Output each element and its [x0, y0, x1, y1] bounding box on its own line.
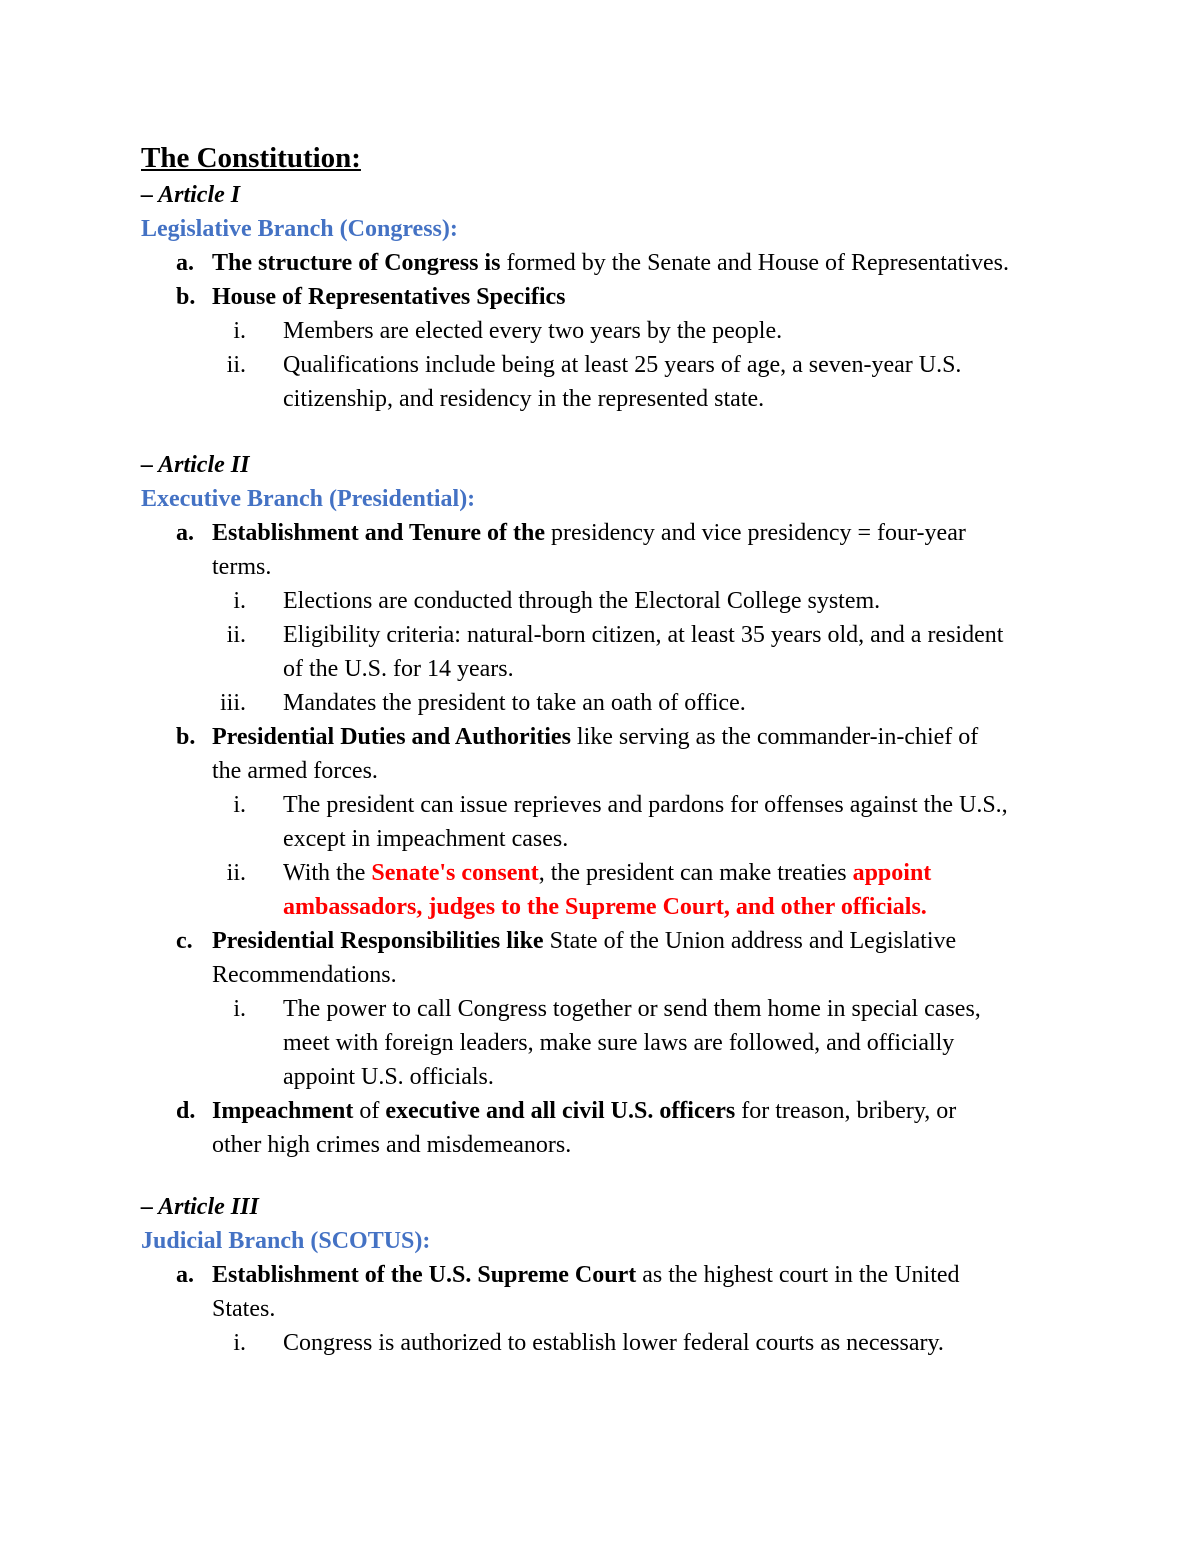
list-item-text: meet with foreign leaders, make sure laws are followed, and officially: [283, 1030, 955, 1056]
highlighted-text: ambassadors, judges to the Supreme Court, and other officials.: [283, 894, 927, 920]
list-item: [0, 1258, 1200, 1292]
list-item-text: The president can issue reprieves and pardons for offenses against the U.S.,: [283, 792, 1008, 818]
list-item-continuation: [0, 958, 1200, 992]
sub-list-item: [0, 584, 1200, 618]
list-item-continuation: [0, 1292, 1200, 1326]
list-item: [0, 720, 1200, 754]
branch-heading: Executive Branch (Presidential):: [141, 486, 476, 512]
list-item-text: Recommendations.: [212, 962, 397, 988]
list-item-text: except in impeachment cases.: [283, 826, 569, 852]
article-label: – Article III: [141, 1194, 259, 1220]
list-marker: a.: [176, 520, 194, 546]
sub-list-item-continuation: [0, 1060, 1200, 1094]
list-marker: ii.: [226, 622, 246, 648]
list-marker: a.: [176, 1262, 194, 1288]
list-item: [0, 516, 1200, 550]
list-item-text: citizenship, and residency in the represented state.: [283, 386, 765, 412]
sub-list-item: [0, 1326, 1200, 1360]
list-item-continuation: [0, 1128, 1200, 1162]
list-item-text: Impeachment of executive and all civil U.S. officers for treason, bribery, or: [212, 1098, 957, 1124]
branch-heading: Judicial Branch (SCOTUS):: [141, 1228, 431, 1254]
list-item-text: Members are elected every two years by the people.: [283, 318, 783, 344]
list-item-text: Mandates the president to take an oath of office.: [283, 690, 746, 716]
list-marker: iii.: [219, 690, 246, 716]
list-item: [0, 1094, 1200, 1128]
list-item-text: States.: [212, 1296, 276, 1322]
list-item-text: House of Representatives Specifics: [212, 284, 566, 310]
sub-list-item: [0, 856, 1200, 890]
list-item-text: Presidential Duties and Authorities like serving as the commander-in-chief of: [212, 724, 979, 750]
list-item: [0, 246, 1200, 280]
list-marker: c.: [176, 928, 193, 954]
sub-list-item: [0, 314, 1200, 348]
sub-list-item-continuation: [0, 382, 1200, 416]
sub-list-item-continuation: [0, 890, 1200, 924]
list-marker: i.: [233, 792, 246, 818]
list-marker: i.: [233, 1330, 246, 1356]
page-title: The Constitution:: [141, 142, 361, 174]
list-item-text: other high crimes and misdemeanors.: [212, 1132, 572, 1158]
list-marker: a.: [176, 250, 194, 276]
list-marker: ii.: [226, 860, 246, 886]
article-1-section: [0, 178, 1200, 416]
list-item: [0, 924, 1200, 958]
list-item-text: Establishment of the U.S. Supreme Court as the highest court in the United: [212, 1262, 960, 1288]
list-item-text: of the U.S. for 14 years.: [283, 656, 514, 682]
list-item-text: Eligibility criteria: natural-born citizen, at least 35 years old, and a resident: [283, 622, 1004, 648]
list-marker: i.: [233, 588, 246, 614]
list-marker: ii.: [226, 352, 246, 378]
list-marker: i.: [233, 996, 246, 1022]
sub-list-item: [0, 348, 1200, 382]
list-item-text: appoint U.S. officials.: [283, 1064, 494, 1090]
list-item-text: terms.: [212, 554, 272, 580]
list-item-continuation: [0, 550, 1200, 584]
list-item-text: The structure of Congress is formed by the Senate and House of Representatives.: [212, 250, 1009, 276]
sub-list-item: [0, 992, 1200, 1026]
list-item-text: Elections are conducted through the Electoral College system.: [283, 588, 881, 614]
list-marker: b.: [176, 724, 196, 750]
list-item-text: Presidential Responsibilities like State of the Union address and Legislative: [212, 928, 957, 954]
article-2-section: [0, 448, 1200, 1162]
sub-list-item: [0, 618, 1200, 652]
list-item-continuation: [0, 754, 1200, 788]
list-marker: i.: [233, 318, 246, 344]
list-item-text: Establishment and Tenure of the presidency and vice presidency = four-year: [212, 520, 966, 546]
list-item: [0, 280, 1200, 314]
list-item-text: Congress is authorized to establish lower federal courts as necessary.: [283, 1330, 944, 1356]
sub-list-item-continuation: [0, 652, 1200, 686]
sub-list-item-continuation: [0, 1026, 1200, 1060]
article-label: – Article II: [141, 452, 250, 478]
article-label: – Article I: [141, 182, 241, 208]
list-marker: b.: [176, 284, 196, 310]
list-item-text: With the Senate's consent, the president can make treaties appoint: [283, 860, 932, 886]
highlighted-text: Senate's consent: [371, 860, 539, 886]
highlighted-text: appoint: [852, 860, 932, 886]
list-item-text: Qualifications include being at least 25 years of age, a seven-year U.S.: [283, 352, 962, 378]
list-item-text: the armed forces.: [212, 758, 378, 784]
list-marker: d.: [176, 1098, 196, 1124]
list-item-text: The power to call Congress together or send them home in special cases,: [283, 996, 981, 1022]
sub-list-item: [0, 686, 1200, 720]
article-3-section: [0, 1190, 1200, 1360]
branch-heading: Legislative Branch (Congress):: [141, 216, 458, 242]
sub-list-item: [0, 788, 1200, 822]
sub-list-item-continuation: [0, 822, 1200, 856]
